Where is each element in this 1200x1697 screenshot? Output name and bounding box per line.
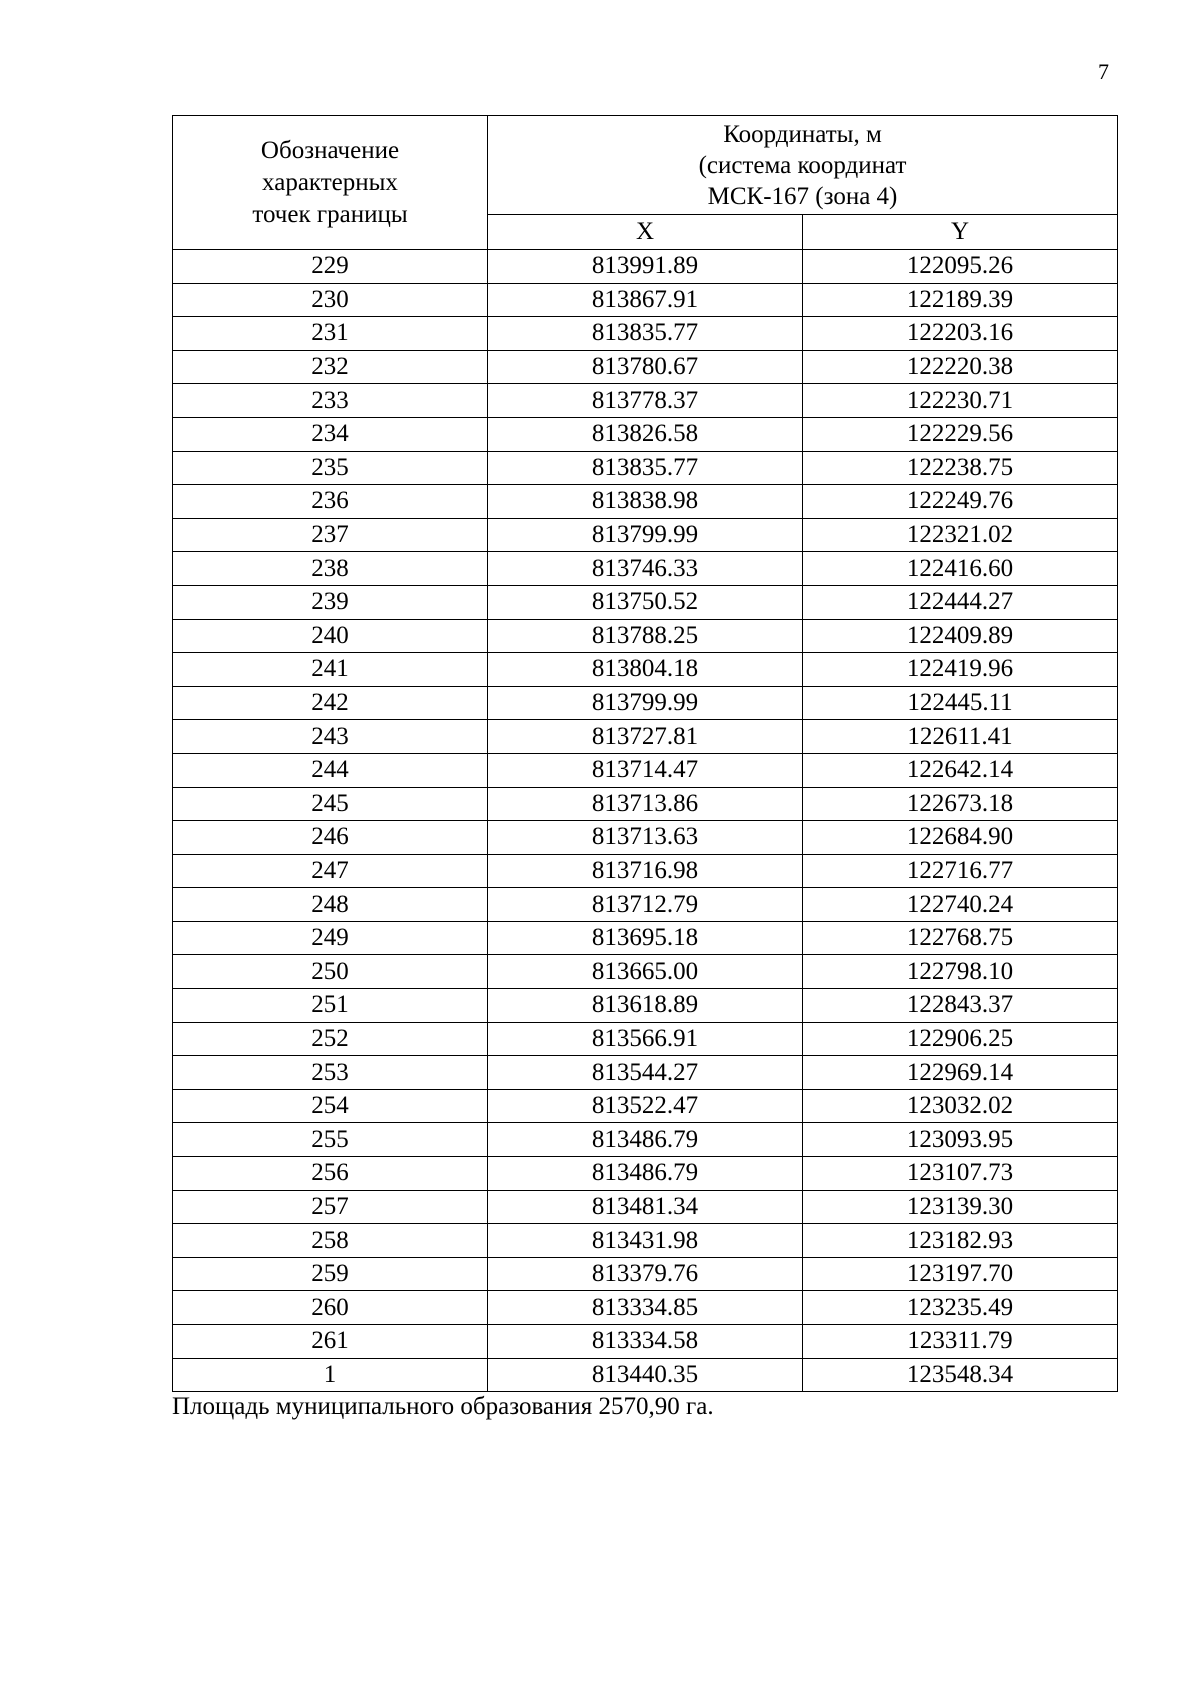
x-coordinate-cell: 813727.81 <box>488 720 803 754</box>
point-header-line: Обозначение <box>260 136 400 164</box>
point-cell: 257 <box>173 1190 488 1224</box>
x-coordinate-cell: 813695.18 <box>488 921 803 955</box>
point-cell: 259 <box>173 1257 488 1291</box>
y-coordinate-cell: 123032.02 <box>803 1089 1118 1123</box>
table-row <box>173 888 1118 922</box>
x-coordinate-cell: 813440.35 <box>488 1358 803 1392</box>
y-coordinate-cell: 122444.27 <box>803 585 1118 619</box>
y-column-header: Y <box>803 215 1118 250</box>
point-header-line: характерных <box>262 168 398 196</box>
table-row <box>173 552 1118 586</box>
x-coordinate-cell: 813788.25 <box>488 619 803 653</box>
table-row <box>173 787 1118 821</box>
y-coordinate-cell: 122203.16 <box>803 317 1118 351</box>
table-row <box>173 653 1118 687</box>
x-coordinate-cell: 813826.58 <box>488 417 803 451</box>
point-cell: 251 <box>173 989 488 1023</box>
area-note: Площадь муниципального образования 2570,90 га. <box>172 1393 714 1420</box>
y-coordinate-cell: 122321.02 <box>803 518 1118 552</box>
x-coordinate-cell: 813431.98 <box>488 1224 803 1258</box>
table-row <box>173 317 1118 351</box>
y-coordinate-cell: 122238.75 <box>803 451 1118 485</box>
coords-header-line: (система координат <box>698 151 907 179</box>
point-cell: 247 <box>173 854 488 888</box>
table-row <box>173 686 1118 720</box>
y-coordinate-cell: 122843.37 <box>803 989 1118 1023</box>
y-coordinate-cell: 122906.25 <box>803 1022 1118 1056</box>
y-coordinate-cell: 122684.90 <box>803 821 1118 855</box>
point-cell: 235 <box>173 451 488 485</box>
y-coordinate-cell: 122230.71 <box>803 384 1118 418</box>
point-cell: 252 <box>173 1022 488 1056</box>
table-row <box>173 451 1118 485</box>
table-row <box>173 921 1118 955</box>
x-coordinate-cell: 813566.91 <box>488 1022 803 1056</box>
table-row <box>173 518 1118 552</box>
point-cell: 246 <box>173 821 488 855</box>
point-cell: 240 <box>173 619 488 653</box>
table-row <box>173 821 1118 855</box>
coordinates-header <box>488 116 1118 215</box>
x-coordinate-cell: 813486.79 <box>488 1157 803 1191</box>
point-cell: 244 <box>173 753 488 787</box>
y-coordinate-cell: 122419.96 <box>803 653 1118 687</box>
table-row <box>173 1157 1118 1191</box>
table-row <box>173 485 1118 519</box>
y-coordinate-cell: 123107.73 <box>803 1157 1118 1191</box>
point-cell: 250 <box>173 955 488 989</box>
point-cell: 260 <box>173 1291 488 1325</box>
point-cell: 230 <box>173 283 488 317</box>
table-row <box>173 989 1118 1023</box>
table-header-row <box>173 116 1118 215</box>
table-row <box>173 1123 1118 1157</box>
table-row <box>173 753 1118 787</box>
point-cell: 254 <box>173 1089 488 1123</box>
point-cell: 237 <box>173 518 488 552</box>
table-row <box>173 720 1118 754</box>
x-coordinate-cell: 813379.76 <box>488 1257 803 1291</box>
table-row <box>173 417 1118 451</box>
table-row <box>173 1022 1118 1056</box>
point-cell: 236 <box>173 485 488 519</box>
point-cell: 234 <box>173 417 488 451</box>
x-coordinate-cell: 813746.33 <box>488 552 803 586</box>
x-coordinate-cell: 813780.67 <box>488 350 803 384</box>
point-cell: 232 <box>173 350 488 384</box>
point-cell: 253 <box>173 1056 488 1090</box>
y-coordinate-cell: 122445.11 <box>803 686 1118 720</box>
x-coordinate-cell: 813712.79 <box>488 888 803 922</box>
point-cell: 229 <box>173 250 488 284</box>
y-coordinate-cell: 122716.77 <box>803 854 1118 888</box>
point-cell: 242 <box>173 686 488 720</box>
coordinates-table <box>172 115 1118 1392</box>
y-coordinate-cell: 123235.49 <box>803 1291 1118 1325</box>
x-coordinate-cell: 813714.47 <box>488 753 803 787</box>
point-cell: 248 <box>173 888 488 922</box>
y-coordinate-cell: 122673.18 <box>803 787 1118 821</box>
point-cell: 255 <box>173 1123 488 1157</box>
y-coordinate-cell: 122611.41 <box>803 720 1118 754</box>
point-cell: 231 <box>173 317 488 351</box>
point-cell: 256 <box>173 1157 488 1191</box>
point-cell: 233 <box>173 384 488 418</box>
y-coordinate-cell: 123093.95 <box>803 1123 1118 1157</box>
x-coordinate-cell: 813716.98 <box>488 854 803 888</box>
point-header-line: точек границы <box>252 200 408 228</box>
y-coordinate-cell: 122189.39 <box>803 283 1118 317</box>
x-coordinate-cell: 813334.85 <box>488 1291 803 1325</box>
x-coordinate-cell: 813778.37 <box>488 384 803 418</box>
point-cell: 239 <box>173 585 488 619</box>
table-row <box>173 1190 1118 1224</box>
x-coordinate-cell: 813835.77 <box>488 317 803 351</box>
table-row <box>173 384 1118 418</box>
x-coordinate-cell: 813799.99 <box>488 518 803 552</box>
x-coordinate-cell: 813481.34 <box>488 1190 803 1224</box>
table-row <box>173 955 1118 989</box>
x-coordinate-cell: 813867.91 <box>488 283 803 317</box>
x-coordinate-cell: 813835.77 <box>488 451 803 485</box>
y-coordinate-cell: 123139.30 <box>803 1190 1118 1224</box>
table-row <box>173 1089 1118 1123</box>
table-row <box>173 283 1118 317</box>
y-coordinate-cell: 122095.26 <box>803 250 1118 284</box>
x-coordinate-cell: 813750.52 <box>488 585 803 619</box>
table-row <box>173 585 1118 619</box>
table-row <box>173 619 1118 653</box>
y-coordinate-cell: 123197.70 <box>803 1257 1118 1291</box>
table-row <box>173 854 1118 888</box>
x-coordinate-cell: 813804.18 <box>488 653 803 687</box>
x-coordinate-cell: 813799.99 <box>488 686 803 720</box>
point-cell: 258 <box>173 1224 488 1258</box>
table-row <box>173 1291 1118 1325</box>
table-row <box>173 1358 1118 1392</box>
table-row <box>173 1325 1118 1359</box>
coordinates-table-body <box>173 250 1118 1392</box>
y-coordinate-cell: 122768.75 <box>803 921 1118 955</box>
page-number: 7 <box>1098 59 1109 84</box>
table-row <box>173 1056 1118 1090</box>
y-coordinate-cell: 122798.10 <box>803 955 1118 989</box>
point-designation-header <box>173 116 488 250</box>
point-cell: 241 <box>173 653 488 687</box>
x-coordinate-cell: 813665.00 <box>488 955 803 989</box>
y-coordinate-cell: 122220.38 <box>803 350 1118 384</box>
y-coordinate-cell: 123548.34 <box>803 1358 1118 1392</box>
x-coordinate-cell: 813618.89 <box>488 989 803 1023</box>
table-row <box>173 1224 1118 1258</box>
y-coordinate-cell: 123311.79 <box>803 1325 1118 1359</box>
table-row <box>173 350 1118 384</box>
y-coordinate-cell: 122416.60 <box>803 552 1118 586</box>
y-coordinate-cell: 122249.76 <box>803 485 1118 519</box>
point-cell: 238 <box>173 552 488 586</box>
y-coordinate-cell: 122409.89 <box>803 619 1118 653</box>
point-cell: 245 <box>173 787 488 821</box>
x-coordinate-cell: 813334.58 <box>488 1325 803 1359</box>
point-cell: 249 <box>173 921 488 955</box>
table-row <box>173 1257 1118 1291</box>
coords-header-line: Координаты, м <box>723 120 882 148</box>
x-column-header: X <box>488 215 803 250</box>
y-coordinate-cell: 122229.56 <box>803 417 1118 451</box>
coords-header-line: МСК-167 (зона 4) <box>707 182 898 210</box>
point-cell: 261 <box>173 1325 488 1359</box>
x-coordinate-cell: 813713.86 <box>488 787 803 821</box>
point-cell: 1 <box>173 1358 488 1392</box>
x-coordinate-cell: 813991.89 <box>488 250 803 284</box>
y-coordinate-cell: 122642.14 <box>803 753 1118 787</box>
y-coordinate-cell: 123182.93 <box>803 1224 1118 1258</box>
x-coordinate-cell: 813838.98 <box>488 485 803 519</box>
x-coordinate-cell: 813544.27 <box>488 1056 803 1090</box>
y-coordinate-cell: 122969.14 <box>803 1056 1118 1090</box>
x-coordinate-cell: 813713.63 <box>488 821 803 855</box>
x-coordinate-cell: 813486.79 <box>488 1123 803 1157</box>
x-coordinate-cell: 813522.47 <box>488 1089 803 1123</box>
point-cell: 243 <box>173 720 488 754</box>
y-coordinate-cell: 122740.24 <box>803 888 1118 922</box>
table-row <box>173 250 1118 284</box>
